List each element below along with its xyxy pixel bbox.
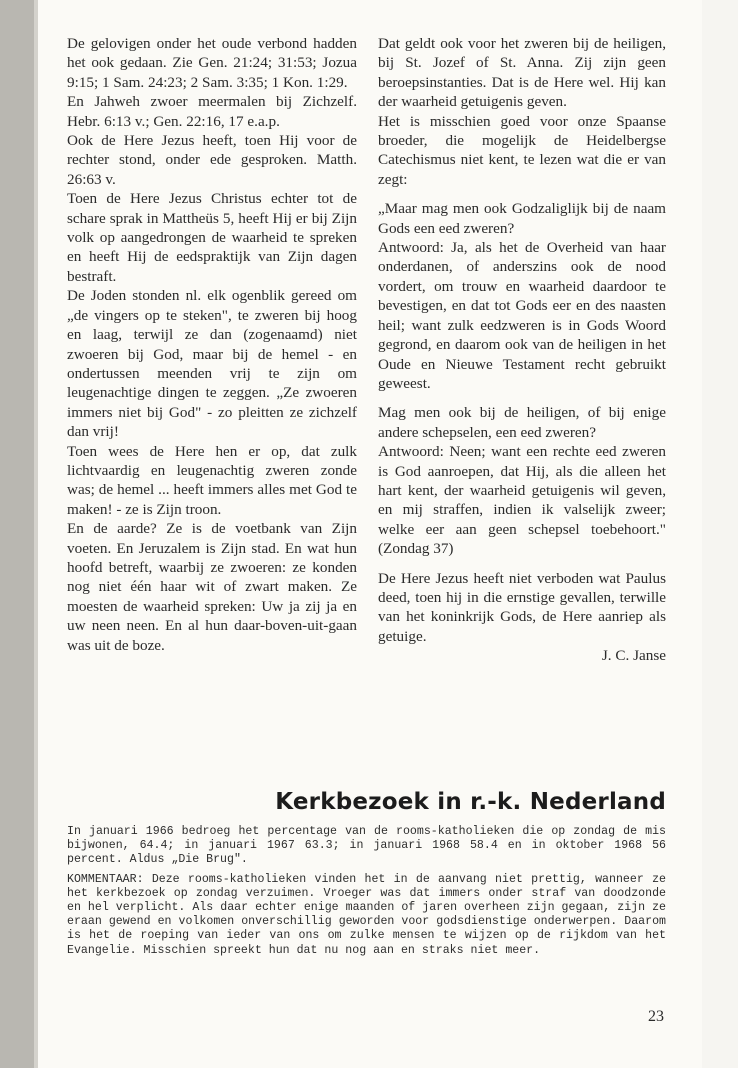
paragraph: Toen wees de Here hen er op, dat zulk lichtvaardig en leugenachtig zweren zonde was; de hemel ... heeft immers alles met God te maken! - ze is Zijn troon. [67, 442, 357, 518]
paragraph: De gelovigen onder het oude verbond hadden het ook gedaan. Zie Gen. 21:24; 31:53; Jozua 9:15; 1 Sam. 24:23; 2 Sam. 3:35; 1 Kon. 1:29. [67, 35, 357, 91]
paragraph: De Here Jezus heeft niet verboden wat Paulus deed, toen hij in die ernstige gevallen, terwille van het koninkrijk Gods, de Here aanriep als getuige. [378, 569, 666, 645]
paragraph: Dat geldt ook voor het zweren bij de heiligen, bij St. Jozef of St. Anna. Zij zijn geen beroepsinstanties. Dat is de Here wel. Hij kan der waarheid getuigenis geven. [378, 35, 666, 111]
paragraph: Ook de Here Jezus heeft, toen Hij voor de rechter stond, onder ede gesproken. Matth. 26:63 v. [67, 132, 357, 188]
left-column [67, 34, 357, 655]
paragraph: Het is misschien goed voor onze Spaanse broeder, die mogelijk de Heidelbergse Catechismus niet kent, te lezen wat die er van zegt: [378, 112, 666, 188]
article-headline: Kerkbezoek in r.-k. Nederland [275, 789, 666, 815]
paragraph: De Joden stonden nl. elk ogenblik gereed om „de vingers op te steken", te zweren bij hoog en laag, terwijl ze dan (zogenaamd) niet zwoeren bij God, maar bij de hemel - en ondertussen meenden vrij te zijn om leugenachtige dingen te zeggen. „Ze zwoeren immers niet bij God" - zo pleitten ze zichzelf dan vrij! [67, 287, 357, 441]
article-paragraph: In januari 1966 bedroeg het percentage van de rooms-katholieken die op zondag de mis bijwonen, 64.4; in januari 1967 63.3; in januari 1968 58.4 en in oktober 1968 56 percent. Aldus „Die Brug". [67, 825, 666, 867]
scan-right-margin [702, 0, 738, 1068]
catechism-answer: Antwoord: Ja, als het de Overheid van haar onderdanen, of anderszins ook de nood vordert, om trouw en waarheid daardoor te bevestigen, en dat tot Gods eer en des naasten heil; want zulk eedzweren is in Gods Woord gegrond, en daarom ook van de heiligen in het Oude en Nieuwe Testament recht gebruikt geweest. [378, 239, 666, 392]
author-signature: J. C. Janse [601, 647, 666, 665]
catechism-question: „Maar mag men ook Godzaliglijk bij de naam Gods een eed zweren? [378, 200, 666, 237]
news-article [67, 825, 666, 958]
page-number: 23 [648, 1008, 664, 1025]
right-column [378, 34, 666, 666]
paragraph: En de aarde? Ze is de voetbank van Zijn voeten. En Jeruzalem is Zijn stad. En wat hun hoofd betreft, waarbij ze zwoeren: ze konden nog niet één haar wit of zwart maken. Ze moesten de waarheid spreken: Uw ja zij ja en uw neen neen. En al hun daar-boven-uit-gaan was uit de boze. [67, 520, 357, 654]
article-paragraph: KOMMENTAAR: Deze rooms-katholieken vinden het in de aanvang niet prettig, wanneer ze het kerkbezoek op zondag verzuimen. Vroeger was dat immers onder straf van doodzonde en hel verplicht. Als daar echter enige maanden of jaren overheen zijn gegaan, zijn ze eraan gewend en volkomen onverschillig geworden voor godsdienstige onderwerpen. Daarom is het de roeping van ieder van ons om zulke mensen te wijzen op de rijkdom van het Evangelie. Misschien spreekt hun dat nu nog aan en straks niet meer. [67, 872, 666, 957]
paragraph: En Jahweh zwoer meermalen bij Zichzelf. Hebr. 6:13 v.; Gen. 22:16, 17 e.a.p. [67, 93, 357, 130]
scan-page-edge-shadow [34, 0, 38, 1068]
catechism-question: Mag men ook bij de heiligen, of bij enige andere schepselen, een eed zweren? [378, 404, 666, 441]
catechism-answer: Antwoord: Neen; want een rechte eed zweren is God aanroepen, dat Hij, als die alleen het hart kent, der waarheid getuigenis wil geven, en mij straffen, indien ik valselijk zweer; welke eer aan geen schepsel toebehoort." (Zondag 37) [378, 443, 666, 558]
paragraph: Toen de Here Jezus Christus echter tot de scharе sprak in Mattheüs 5, heeft Hij er bij Zijn volk op aangedrongen de waarheid te spreken en heeft Hij de eedspraktijk van Zijn dagen bestraft. [67, 190, 357, 285]
scan-page-edge [0, 0, 34, 1068]
